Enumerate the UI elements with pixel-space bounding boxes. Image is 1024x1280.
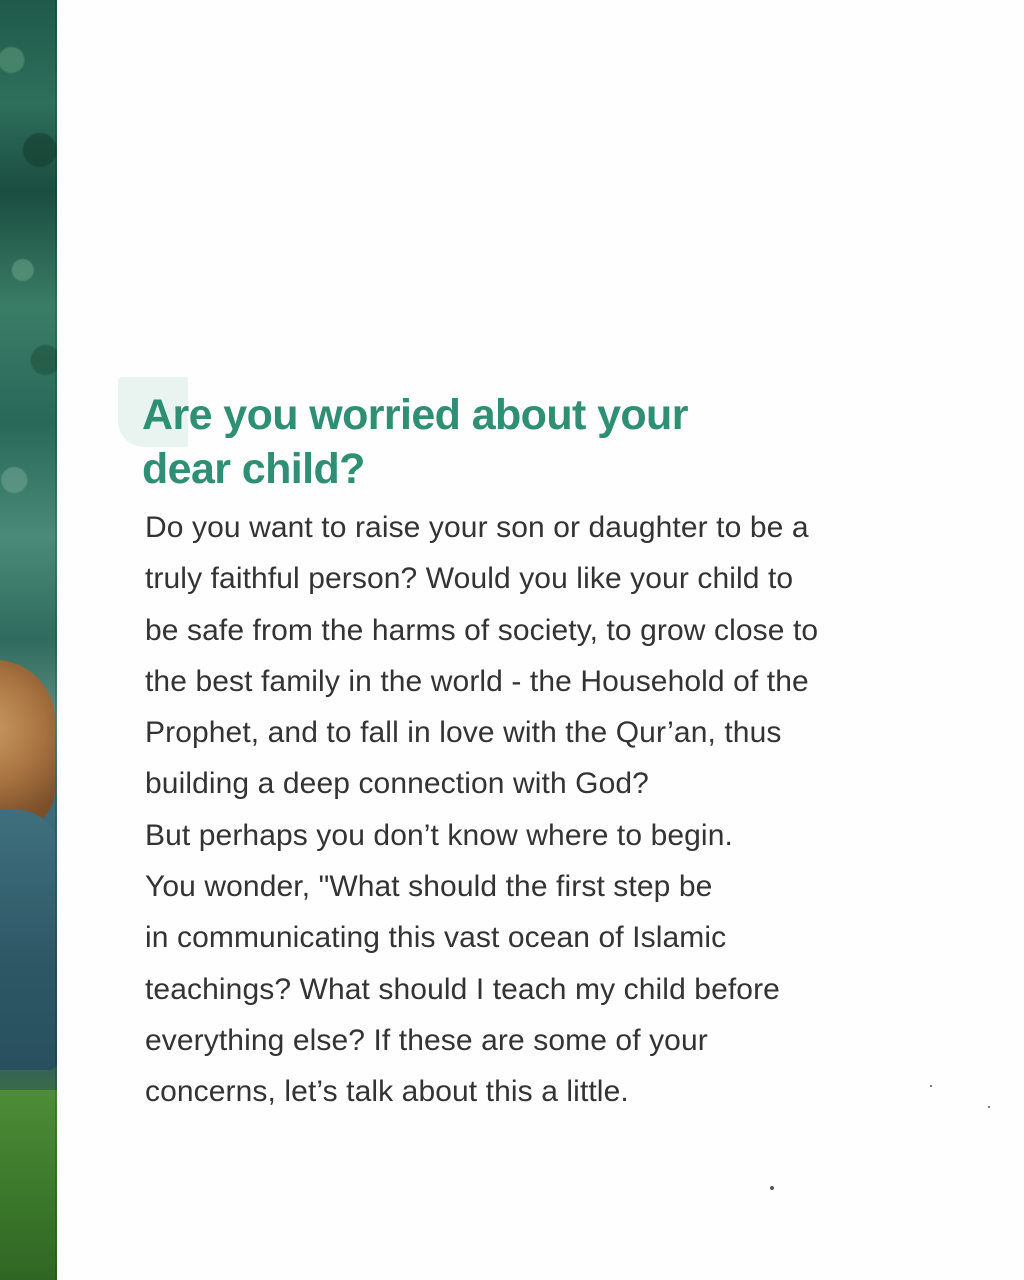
paper-speck xyxy=(770,1186,774,1190)
body-line: the best family in the world - the Household of the xyxy=(145,664,809,698)
body-line: concerns, let’s talk about this a little. xyxy=(145,1075,629,1109)
body-line: But perhaps you don’t know where to begin. xyxy=(145,818,733,852)
title-line-2: dear child? xyxy=(142,445,365,493)
foliage-illustration xyxy=(0,0,57,600)
body-line: building a deep connection with God? xyxy=(145,767,649,801)
body-line: teachings? What should I teach my child before xyxy=(145,972,780,1006)
illustration-edge-shadow xyxy=(55,0,58,1280)
body-line: Do you want to raise your son or daughter to be a xyxy=(145,511,809,544)
child-jacket-illustration xyxy=(0,810,57,1070)
body-line: everything else? If these are some of your xyxy=(145,1023,708,1057)
body-paragraph xyxy=(145,502,965,1118)
illustration-strip xyxy=(0,0,57,1280)
body-line: Prophet, and to fall in love with the Qur’an, thus xyxy=(145,716,782,750)
body-line: in communicating this vast ocean of Islamic xyxy=(145,921,727,955)
title-line-1: Are you worried about your xyxy=(142,391,688,439)
grass-illustration xyxy=(0,1090,57,1280)
body-line: be safe from the harms of society, to grow close to xyxy=(145,613,819,647)
paper-speck xyxy=(988,1106,990,1108)
child-hair-illustration xyxy=(0,660,55,830)
body-line: You wonder, "What should the first step be xyxy=(145,870,713,904)
body-line: truly faithful person? Would you like your child to xyxy=(145,562,794,596)
paper-speck xyxy=(930,1085,932,1087)
page-title xyxy=(142,388,782,496)
